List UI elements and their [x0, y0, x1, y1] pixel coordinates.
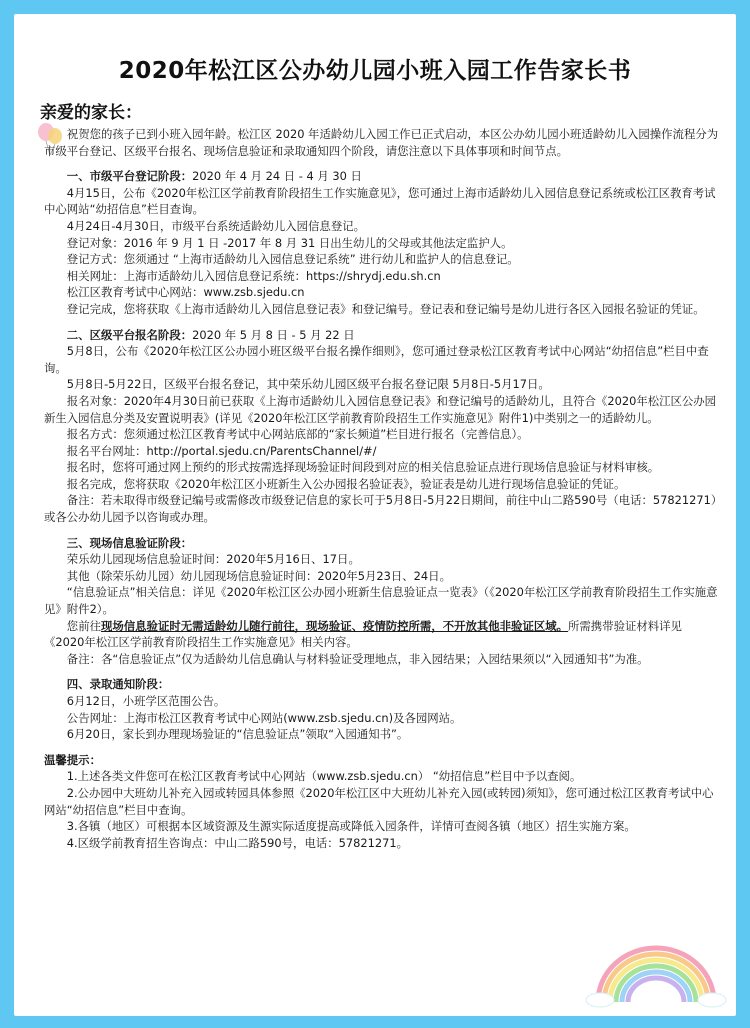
paragraph: 备注：若未取得市级登记编号或需修改市级登记信息的家长可于5月8日-5月22日期间，前往中山二路590号（电话：57821271）或各公办幼儿园予以咨询或办理。 [44, 493, 717, 525]
tip-item: 1.上述各类文件您可在松江区教育考试中心网站（www.zsb.sjedu.cn） “幼招信息”栏目中予以查阅。 [66, 769, 582, 784]
section-4 [44, 676, 722, 742]
section-heading: 二、区级平台报名阶段： [66, 327, 193, 342]
paragraph: 荣乐幼儿园现场信息验证时间：2020年5月16日、17日。 [66, 552, 360, 567]
attention-paragraph [44, 618, 722, 651]
paragraph: 报名完成，您将获取《2020年松江区小班新生入公办园报名验证表》，验证表是幼儿进行现场信息验证的凭证。 [66, 476, 626, 491]
paragraph: 其他（除荣乐幼儿园）幼儿园现场信息验证时间：2020年5月23日、24日。 [66, 568, 451, 583]
page-title: 2020年松江区公办幼儿园小班入园工作告家长书 [118, 58, 632, 84]
note-text: 您前往 [66, 618, 101, 633]
section-date: 2020 年 5 月 8 日 - 5 月 22 日 [192, 327, 355, 342]
tips-heading: 温馨提示： [44, 752, 101, 767]
paragraph: 4月15日，公布《2020年松江区学前教育阶段招生工作实施意见》，您可通过上海市适龄幼儿入园信息登记系统或松江区教育考试中心网站“幼招信息”栏目查询。 [44, 185, 716, 217]
rainbow-cloud-icon [580, 938, 730, 1008]
paragraph: 报名时，您将可通过网上预约的形式按需选择现场验证时间段到对应的相关信息验证点进行现场信息验证与材料审核。 [66, 460, 660, 475]
section-2 [44, 327, 722, 526]
notice-sheet [14, 14, 736, 1016]
section-date: 2020 年 4 月 24 日 - 4 月 30 日 [192, 169, 362, 184]
paragraph: 公告网址：上海市松江区教育考试中心网站(www.zsb.sjedu.cn)及各园网站。 [66, 710, 462, 725]
tip-item: 3.各镇（地区）可根据本区域资源及生源实际适度提高或降低入园条件，详情可查阅各镇（地区）招生实施方案。 [66, 819, 636, 834]
section-heading: 三、现场信息验证阶段： [66, 535, 193, 550]
paragraph: 6月12日，小班学区范围公告。 [66, 694, 226, 708]
paragraph: 报名平台网址：http://portal.sjedu.cn/ParentsChannel/#/ [66, 443, 377, 458]
paragraph: 松江区教育考试中心网站：www.zsb.sjedu.cn [66, 285, 305, 300]
tip-item: 4.区级学前教育招生咨询点：中山二路590号，电话：57821271。 [66, 835, 408, 850]
tips-section [44, 752, 722, 852]
note-text: 所需携带验证材料详见《2020年松江区学前教育阶段招生工作实施意见》相关内容。 [44, 618, 682, 650]
tip-item: 2.公办园中大班幼儿补充入园或转园具体参照《2020年松江区中大班幼儿补充入园(或转园)须知》，您可通过松江区教育考试中心网站“幼招信息”栏目中查询。 [44, 785, 714, 817]
paragraph: “信息验证点”相关信息：详见《2020年松江区公办园小班新生信息验证点一览表》（《2020年松江区学前教育阶段招生工作实施意见》附件2）。 [44, 585, 718, 617]
paragraph: 5月8日，公布《2020年松江区公办园小班区级平台报名操作细则》，您可通过登录松江区教育考试中心网站“幼招信息”栏目中查询。 [44, 344, 709, 375]
paragraph: 4月24日-4月30日，市级平台系统适龄幼儿入园信息登记。 [66, 218, 365, 233]
section-3 [44, 535, 722, 668]
paragraph: 报名对象：2020年4月30日前已获取《上海市适龄幼儿入园信息登记表》和登记编号的适龄幼儿，且符合《2020年松江区公办园新生入园信息分类及安置说明表》(详见《2020年松江区学前教育阶段招生工作实施意见》附件1)中类别之一的适龄幼儿。 [44, 393, 717, 425]
paragraph: 5月8日-5月22日，区级平台报名登记，其中荣乐幼儿园区级平台报名登记限 5月8日-5月17日。 [66, 377, 550, 392]
remark-paragraph: 备注：各“信息验证点”仅为适龄幼儿信息确认与材料验证受理地点，非入园结果；入园结果须以“入园通知书”为准。 [66, 651, 649, 666]
paragraph: 登记方式：您须通过 “上海市适龄幼儿入园信息登记系统” 进行幼儿和监护人的信息登记。 [66, 252, 519, 267]
section-heading: 四、录取通知阶段： [66, 677, 170, 692]
paragraph: 报名方式：您须通过松江区教育考试中心网站底部的“家长频道”栏目进行报名（完善信息）。 [66, 427, 529, 442]
notice-body [44, 126, 722, 851]
paragraph: 登记完成，您将获取《上海市适龄幼儿入园信息登记表》和登记编号。登记表和登记编号是幼儿进行各区入园报名验证的凭证。 [66, 301, 705, 316]
section-1 [44, 168, 722, 317]
paragraph: 6月20日，家长到办理现场验证的“信息验证点”领取“入园通知书”。 [66, 727, 409, 742]
emphasis-text: 现场信息验证时无需适龄幼儿随行前往，现场验证、疫情防控所需，不开放其他非验证区域。 [100, 618, 569, 633]
intro-paragraph: 祝贺您的孩子已到小班入园年龄。松江区 2020 年适龄幼儿入园工作已正式启动，本区公办幼儿园小班适龄幼儿入园操作流程分为市级平台登记、区级平台报名、现场信息验证和录取通知四个阶段，请您注意以下具体事项和时间节点。 [44, 127, 719, 158]
greeting: 亲爱的家长： [40, 103, 142, 123]
paragraph: 相关网址：上海市适龄幼儿入园信息登记系统：https://shrydj.edu.sh.cn [66, 268, 441, 283]
section-heading: 一、市级平台登记阶段： [66, 169, 193, 184]
paragraph: 登记对象：2016 年 9 月 1 日 -2017 年 8 月 31 日出生幼儿的父母或其他法定监护人。 [66, 235, 513, 250]
